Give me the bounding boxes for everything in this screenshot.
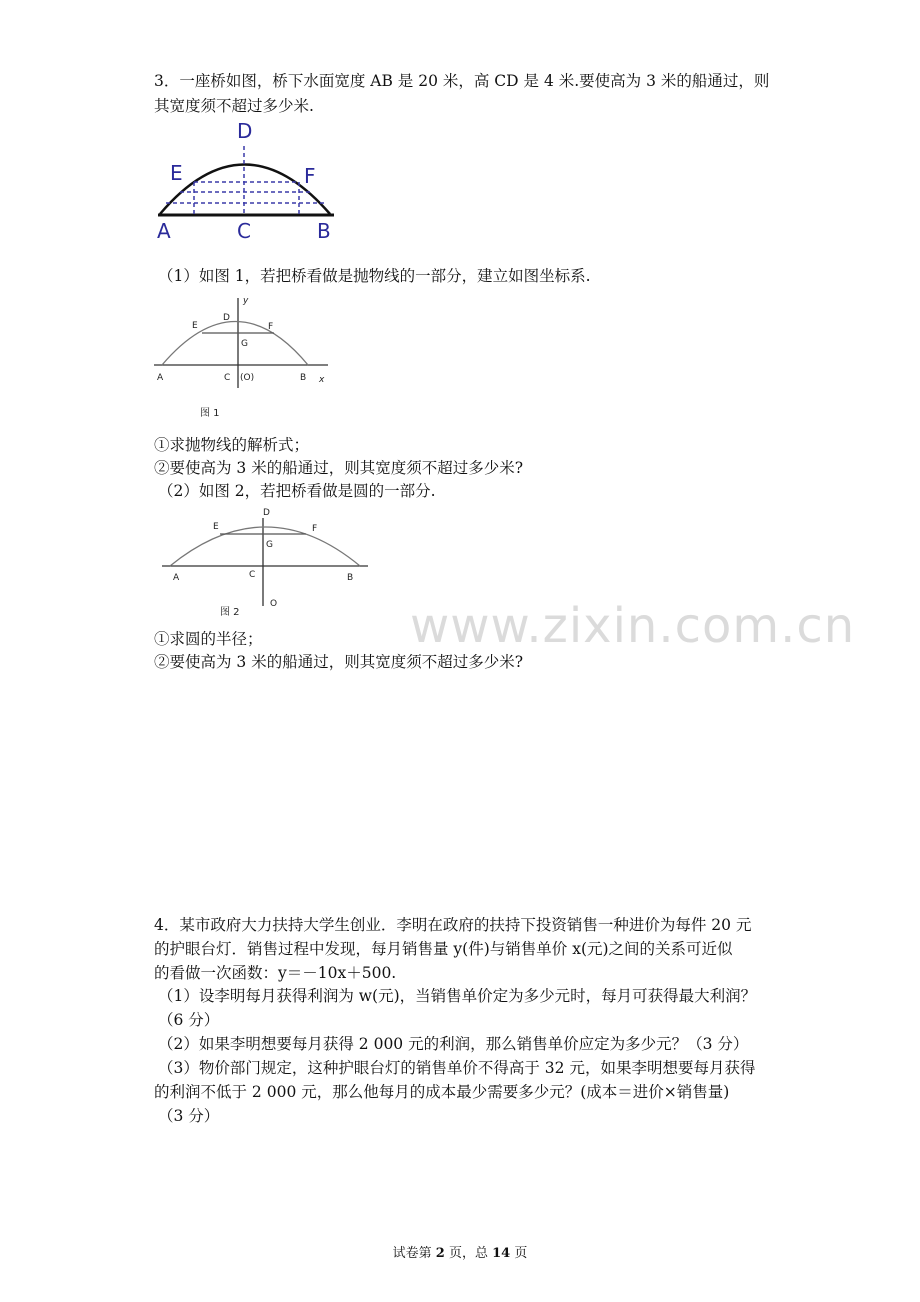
- fig1-label-b: B: [300, 373, 307, 383]
- part2-question1: ①求圆的半径；: [154, 630, 263, 648]
- problem4-q3-line1: （3）物价部门规定，这种护眼台灯的销售单价不得高于 32 元，如果李明想要每月获得: [158, 1059, 756, 1077]
- problem4-line3: 的看做一次函数：y＝－10x＋500.: [154, 964, 397, 982]
- problem4-line1: 4．某市政府大力扶持大学生创业．李明在政府的扶持下投资销售一种进价为每件 20 元: [154, 916, 752, 934]
- problem3-line1: 3．一座桥如图，桥下水面宽度 AB 是 20 米，高 CD 是 4 米.要使高为 3 米的船通过，则: [154, 72, 770, 90]
- bridge-photo-figure: [154, 118, 354, 246]
- fig2-label-b: B: [347, 573, 354, 583]
- problem4-q3-line2: 的利润不低于 2 000 元，那么他每月的成本最少需要多少元？(成本＝进价×销售量): [154, 1083, 730, 1101]
- footer-middle: 页，总: [444, 1246, 493, 1261]
- figure-1-parabola: [150, 292, 340, 424]
- page-footer: [0, 1242, 920, 1261]
- fig2-arc: [170, 527, 360, 566]
- part1-intro: （1）如图 1，若把桥看做是抛物线的一部分，建立如图坐标系.: [158, 267, 591, 285]
- fig2-label-g: G: [266, 540, 273, 550]
- fig2-caption: 图 2: [220, 607, 240, 618]
- footer-page-number: 2: [435, 1246, 445, 1261]
- fig1-label-a: A: [157, 373, 164, 383]
- part2-intro: （2）如图 2，若把桥看做是圆的一部分.: [158, 482, 436, 500]
- fig1-parabola: [162, 322, 308, 366]
- fig1-x-label: x: [319, 375, 325, 385]
- fig1-label-d: D: [223, 313, 230, 323]
- fig1-label-e: E: [192, 321, 198, 331]
- fig1-caption: 图 1: [200, 408, 220, 419]
- problem4-line2: 的护眼台灯．销售过程中发现，每月销售量 y(件)与销售单价 x(元)之间的关系可近似: [154, 940, 733, 958]
- fig1-label-o: (O): [240, 373, 255, 383]
- fig2-label-c: C: [249, 570, 256, 580]
- fig2-label-e: E: [213, 522, 219, 532]
- part1-question1: ①求抛物线的解析式；: [154, 436, 310, 454]
- figure-2-circle-arc: [156, 504, 376, 624]
- footer-prefix: 试卷第: [392, 1246, 436, 1261]
- fig2-label-o: O: [270, 599, 278, 609]
- photo-label-a: A: [157, 219, 171, 243]
- photo-label-d: D: [237, 119, 253, 143]
- fig1-y-label: y: [243, 296, 249, 306]
- fig1-label-f: F: [268, 322, 274, 332]
- part1-question2: ②要使高为 3 米的船通过，则其宽度须不超过多少米?: [154, 459, 524, 477]
- photo-label-e: E: [170, 161, 183, 185]
- photo-label-c: C: [237, 219, 251, 243]
- fig1-label-c: C: [224, 373, 231, 383]
- fig1-label-g: G: [241, 339, 248, 349]
- fig2-label-f: F: [312, 524, 318, 534]
- fig2-label-a: A: [173, 573, 180, 583]
- photo-label-f: F: [304, 164, 316, 188]
- problem4-q1-line2: （6 分）: [158, 1011, 220, 1029]
- watermark: www.zixin.com.cn: [410, 598, 856, 654]
- problem4-q1-line1: （1）设李明每月获得利润为 w(元)，当销售单价定为多少元时，每月可获得最大利润？: [158, 987, 757, 1005]
- part2-question2: ②要使高为 3 米的船通过，则其宽度须不超过多少米?: [154, 653, 524, 671]
- footer-total-pages: 14: [492, 1246, 511, 1261]
- footer-suffix: 页: [510, 1246, 528, 1261]
- fig2-label-d: D: [263, 508, 270, 518]
- photo-label-b: B: [317, 219, 331, 243]
- problem4-q2: （2）如果李明想要每月获得 2 000 元的利润，那么销售单价应定为多少元？（3 分）: [158, 1035, 749, 1053]
- problem4-q3-line3: （3 分）: [158, 1107, 220, 1125]
- problem3-line2: 其宽度须不超过多少米.: [154, 97, 314, 115]
